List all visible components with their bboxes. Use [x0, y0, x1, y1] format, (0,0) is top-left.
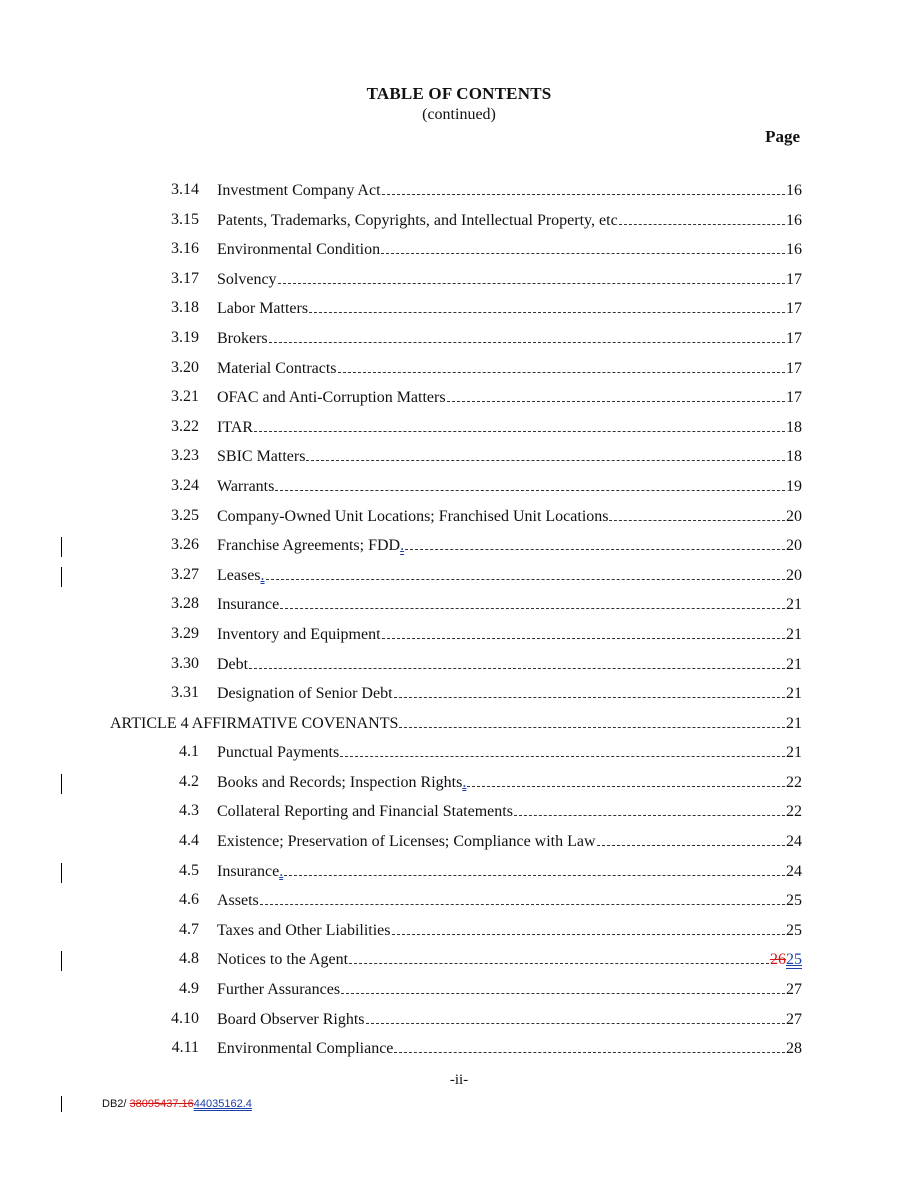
page-number-value: 17: [786, 270, 802, 288]
toc-section-title[interactable]: Notices to the Agent: [217, 951, 349, 969]
revision-bar: [61, 951, 62, 971]
inserted-text: .: [260, 566, 265, 584]
toc-row[interactable]: [0, 622, 918, 652]
toc-entry: [217, 802, 802, 821]
page-number-value: 20: [786, 566, 802, 584]
dot-leader: [514, 802, 785, 816]
page-number-value: 24: [786, 833, 802, 851]
toc-entry: [217, 980, 802, 999]
page-number-value: 20: [786, 507, 802, 525]
toc-article-row[interactable]: [0, 711, 918, 741]
toc-entry: [217, 388, 802, 407]
toc-section-title[interactable]: Leases: [217, 566, 261, 584]
toc-row[interactable]: [0, 178, 918, 208]
toc-page-number[interactable]: [786, 803, 802, 821]
toc-page-number[interactable]: [786, 419, 802, 437]
toc-row[interactable]: [0, 267, 918, 297]
toc-section-number: 4.9: [179, 980, 199, 998]
toc-section-title[interactable]: SBIC Matters: [217, 448, 306, 466]
toc-section-number: 3.19: [171, 328, 199, 346]
toc-page-number[interactable]: [786, 330, 802, 348]
footer-page-number: -ii-: [449, 1072, 469, 1088]
inserted-text: .: [279, 862, 284, 880]
toc-page-number[interactable]: [786, 656, 802, 674]
toc-row[interactable]: [0, 237, 918, 267]
dot-leader: [399, 714, 785, 728]
toc-section-number: 4.7: [179, 920, 199, 938]
toc-section-number: 3.20: [171, 358, 199, 376]
toc-row[interactable]: [0, 652, 918, 682]
revision-bar: [61, 863, 62, 883]
toc-page-number[interactable]: [786, 508, 802, 526]
toc-page-number[interactable]: [786, 981, 802, 999]
toc-section-number: 3.22: [171, 417, 199, 435]
toc-section-number: 3.21: [171, 388, 199, 406]
toc-page-number[interactable]: [786, 537, 802, 555]
toc-section-number: 3.29: [171, 624, 199, 642]
toc-entry: [217, 655, 802, 674]
page-number-value: 17: [786, 329, 802, 347]
page-number-value: 22: [786, 803, 802, 821]
page-number-value: 21: [786, 596, 802, 614]
toc-entry: [217, 270, 802, 289]
page-number-value: 21: [786, 685, 802, 703]
inserted-text: .: [462, 773, 467, 791]
toc-section-number: 4.4: [179, 832, 199, 850]
toc-section-title[interactable]: Taxes and Other Liabilities: [217, 921, 391, 939]
dot-leader: [341, 980, 785, 994]
toc-row[interactable]: [0, 947, 918, 977]
toc-section-title[interactable]: Collateral Reporting and Financial Statements: [217, 803, 513, 821]
toc-section-title[interactable]: Assets: [217, 892, 259, 910]
toc-section-title[interactable]: Investment Company Act: [217, 182, 381, 199]
toc-section-number: 3.31: [171, 684, 199, 702]
toc-section-number: 4.2: [179, 772, 199, 790]
toc-entry: [217, 743, 802, 762]
toc-section-number: 4.1: [179, 743, 199, 761]
toc-row[interactable]: [0, 740, 918, 770]
toc-page-number[interactable]: [786, 241, 802, 259]
toc-section-number: 4.3: [179, 802, 199, 820]
toc-section-title[interactable]: Labor Matters: [217, 300, 309, 318]
page-number-value: 25: [786, 921, 802, 939]
dot-leader: [381, 240, 785, 254]
page-number-value: 27: [786, 981, 802, 999]
toc-section-number: 3.17: [171, 269, 199, 287]
toc-section-title[interactable]: Insurance: [217, 862, 280, 880]
toc-page-number[interactable]: [786, 1040, 802, 1058]
page-number-value: 28: [786, 1040, 802, 1058]
toc-page-number[interactable]: [770, 951, 802, 969]
toc-row[interactable]: [0, 296, 918, 326]
dot-leader: [349, 950, 769, 964]
toc-page-number[interactable]: [786, 360, 802, 378]
toc-section-number: 3.27: [171, 565, 199, 583]
toc-row[interactable]: [0, 563, 918, 593]
toc-entry: [217, 921, 802, 940]
toc-page-number[interactable]: [786, 271, 802, 289]
toc-entry: [217, 507, 802, 526]
toc-section-title[interactable]: Insurance: [217, 596, 280, 614]
page-number-value: 17: [786, 300, 802, 318]
toc-row[interactable]: [0, 415, 918, 445]
toc-section-number: 3.14: [171, 181, 199, 198]
toc-row[interactable]: [0, 888, 918, 918]
dot-leader: [447, 388, 785, 402]
toc-subtitle: (continued): [422, 106, 496, 123]
toc-entry: [217, 329, 802, 348]
dot-leader: [366, 1010, 785, 1024]
toc-section-title[interactable]: Punctual Payments: [217, 744, 340, 762]
toc-row[interactable]: [0, 799, 918, 829]
page-number-value: 20: [786, 537, 802, 555]
toc-section-number: 4.10: [171, 1009, 199, 1027]
toc-section-number: 3.30: [171, 654, 199, 672]
page-number-value: 17: [786, 359, 802, 377]
toc-page-number[interactable]: [786, 744, 802, 762]
toc-entry: [217, 359, 802, 378]
toc-entry: [217, 684, 802, 703]
dot-leader: [382, 625, 785, 639]
dot-leader: [597, 832, 785, 846]
dot-leader: [309, 299, 785, 313]
toc-row[interactable]: [0, 474, 918, 504]
toc-section-number: 3.24: [171, 476, 199, 494]
toc-section-title[interactable]: Patents, Trademarks, Copyrights, and Intellectual Property, etc: [217, 211, 618, 229]
dot-leader: [260, 891, 785, 905]
dot-leader: [394, 684, 785, 698]
toc-entry: [217, 477, 802, 496]
page-number-value: 21: [786, 744, 802, 762]
toc-entry: [217, 240, 802, 259]
toc-entry: [217, 211, 802, 230]
toc-page-number[interactable]: [786, 922, 802, 940]
revision-bar: [61, 1096, 62, 1112]
dot-leader: [275, 477, 785, 491]
toc-row[interactable]: [0, 918, 918, 948]
toc-row[interactable]: [0, 681, 918, 711]
dot-leader: [619, 211, 785, 225]
dot-leader: [609, 507, 785, 521]
document-id-prefix: DB2/: [102, 1098, 130, 1110]
toc-section-title[interactable]: Material Contracts: [217, 359, 337, 377]
dot-leader: [254, 418, 785, 432]
toc-entry: [217, 181, 802, 200]
page-number-value: 27: [786, 1010, 802, 1028]
page-number-value: 16: [786, 211, 802, 229]
dot-leader: [382, 181, 785, 195]
toc-page-number[interactable]: [786, 774, 802, 792]
toc-section-title[interactable]: Existence; Preservation of Licenses; Compliance with Law: [217, 833, 596, 851]
toc-page-number[interactable]: [786, 715, 802, 733]
toc-row[interactable]: [0, 504, 918, 534]
dot-leader: [392, 921, 786, 935]
toc-section-title[interactable]: Company-Owned Unit Locations; Franchised Unit Locations: [217, 507, 609, 525]
toc-entry: [217, 447, 802, 466]
page-number-value: 21: [786, 655, 802, 673]
toc-page-number[interactable]: [786, 863, 802, 881]
toc-page-number[interactable]: [786, 685, 802, 703]
toc-row[interactable]: [0, 444, 918, 474]
toc-entry: [217, 299, 802, 318]
toc-section-title[interactable]: OFAC and Anti-Corruption Matters: [217, 389, 446, 407]
toc-entry: [110, 714, 802, 733]
page-number-value: 16: [786, 241, 802, 259]
dot-leader: [405, 536, 785, 550]
toc-section-number: 4.11: [171, 1039, 199, 1057]
toc-row[interactable]: [0, 592, 918, 622]
toc-section-number: 3.23: [171, 447, 199, 465]
toc-page-number[interactable]: [786, 833, 802, 851]
toc-section-title[interactable]: ITAR: [217, 418, 254, 436]
toc-section-number: 3.18: [171, 299, 199, 317]
toc-page-number[interactable]: [786, 567, 802, 585]
dot-leader: [284, 862, 785, 876]
page-number-value: 25: [786, 892, 802, 910]
dot-leader: [338, 359, 785, 373]
toc-section-number: 3.25: [171, 506, 199, 524]
dot-leader: [467, 773, 785, 787]
toc-page-number[interactable]: [786, 892, 802, 910]
toc-entry: [217, 418, 802, 437]
toc-section-title[interactable]: Environmental Compliance: [217, 1040, 394, 1058]
page-number-value: 18: [786, 418, 802, 436]
toc-section-title[interactable]: Books and Records; Inspection Rights: [217, 773, 463, 791]
toc-section-title[interactable]: Further Assurances: [217, 981, 341, 999]
page-number-value: 22: [786, 773, 802, 791]
dot-leader: [280, 595, 785, 609]
toc-page-number[interactable]: [786, 626, 802, 644]
inserted-text: .: [400, 537, 405, 555]
toc-section-number: 3.26: [171, 536, 199, 554]
page-number-value: 24: [786, 862, 802, 880]
toc-section-number: 3.15: [171, 210, 199, 228]
toc-page-number[interactable]: [786, 1011, 802, 1029]
page-column-heading: Page: [765, 127, 800, 146]
toc-row[interactable]: [0, 977, 918, 1007]
toc-entry: [217, 950, 802, 969]
toc-row[interactable]: [0, 1007, 918, 1037]
dot-leader: [266, 566, 785, 580]
toc-page-number[interactable]: [786, 389, 802, 407]
toc-entry: [217, 1039, 802, 1058]
toc-section-number: 4.5: [179, 861, 199, 879]
toc-row[interactable]: [0, 533, 918, 563]
toc-page-number[interactable]: [786, 478, 802, 496]
toc-section-title[interactable]: ARTICLE 4 AFFIRMATIVE COVENANTS: [110, 714, 399, 732]
document-id-deleted: 38095437.16: [129, 1098, 194, 1110]
toc-section-number: 4.8: [179, 950, 199, 968]
toc-section-title[interactable]: Brokers: [217, 329, 268, 347]
toc-section-title[interactable]: Warrants: [217, 477, 275, 495]
page-number-value: 19: [786, 477, 802, 495]
toc-section-number: 3.28: [171, 595, 199, 613]
document-id-inserted: 44035162.4: [193, 1098, 252, 1110]
dot-leader: [394, 1039, 785, 1053]
page-number-value: 21: [786, 625, 802, 643]
dot-leader: [249, 655, 785, 669]
dot-leader: [340, 743, 785, 757]
toc-page-number[interactable]: [786, 212, 802, 230]
page-number-value: 17: [786, 389, 802, 407]
toc-row[interactable]: [0, 770, 918, 800]
toc-row[interactable]: [0, 385, 918, 415]
revision-bar: [61, 567, 62, 587]
toc-section-title[interactable]: Designation of Senior Debt: [217, 685, 393, 703]
toc-entry: [217, 625, 802, 644]
toc-section-number: 3.16: [171, 240, 199, 258]
toc-entry: [217, 566, 802, 585]
toc-page-number[interactable]: [786, 448, 802, 466]
toc-row[interactable]: [0, 829, 918, 859]
toc-section-number: 4.6: [179, 891, 199, 909]
toc-section-title[interactable]: Environmental Condition: [217, 241, 381, 259]
toc-list: [0, 178, 918, 1066]
deleted-page-number: 26: [770, 951, 786, 969]
dot-leader: [269, 329, 785, 343]
page-number-value: 18: [786, 448, 802, 466]
dot-leader: [306, 447, 785, 461]
document-id: [102, 1098, 252, 1110]
toc-row[interactable]: [0, 356, 918, 386]
toc-page-number[interactable]: [786, 300, 802, 318]
toc-section-title[interactable]: Franchise Agreements; FDD: [217, 537, 401, 555]
revision-bar: [61, 537, 62, 557]
page-number-value: 21: [786, 714, 802, 732]
toc-section-title[interactable]: Debt: [217, 655, 249, 673]
toc-entry: [217, 773, 802, 792]
toc-entry: [217, 832, 802, 851]
toc-section-title[interactable]: Solvency: [217, 270, 277, 288]
toc-row[interactable]: [0, 326, 918, 356]
toc-entry: [217, 891, 802, 910]
toc-row[interactable]: [0, 859, 918, 889]
dot-leader: [278, 270, 785, 284]
toc-row[interactable]: [0, 208, 918, 238]
toc-page-number[interactable]: [786, 596, 802, 614]
toc-entry: [217, 536, 802, 555]
toc-section-title[interactable]: Inventory and Equipment: [217, 625, 381, 643]
toc-row[interactable]: [0, 1036, 918, 1066]
revision-bar: [61, 774, 62, 794]
toc-section-title[interactable]: Board Observer Rights: [217, 1010, 365, 1028]
page-number-value: 16: [786, 182, 802, 199]
toc-page-number[interactable]: [786, 182, 802, 200]
toc-entry: [217, 862, 802, 881]
toc-title: TABLE OF CONTENTS: [366, 84, 552, 103]
toc-entry: [217, 595, 802, 614]
inserted-page-number: 25: [786, 951, 802, 969]
toc-entry: [217, 1010, 802, 1029]
